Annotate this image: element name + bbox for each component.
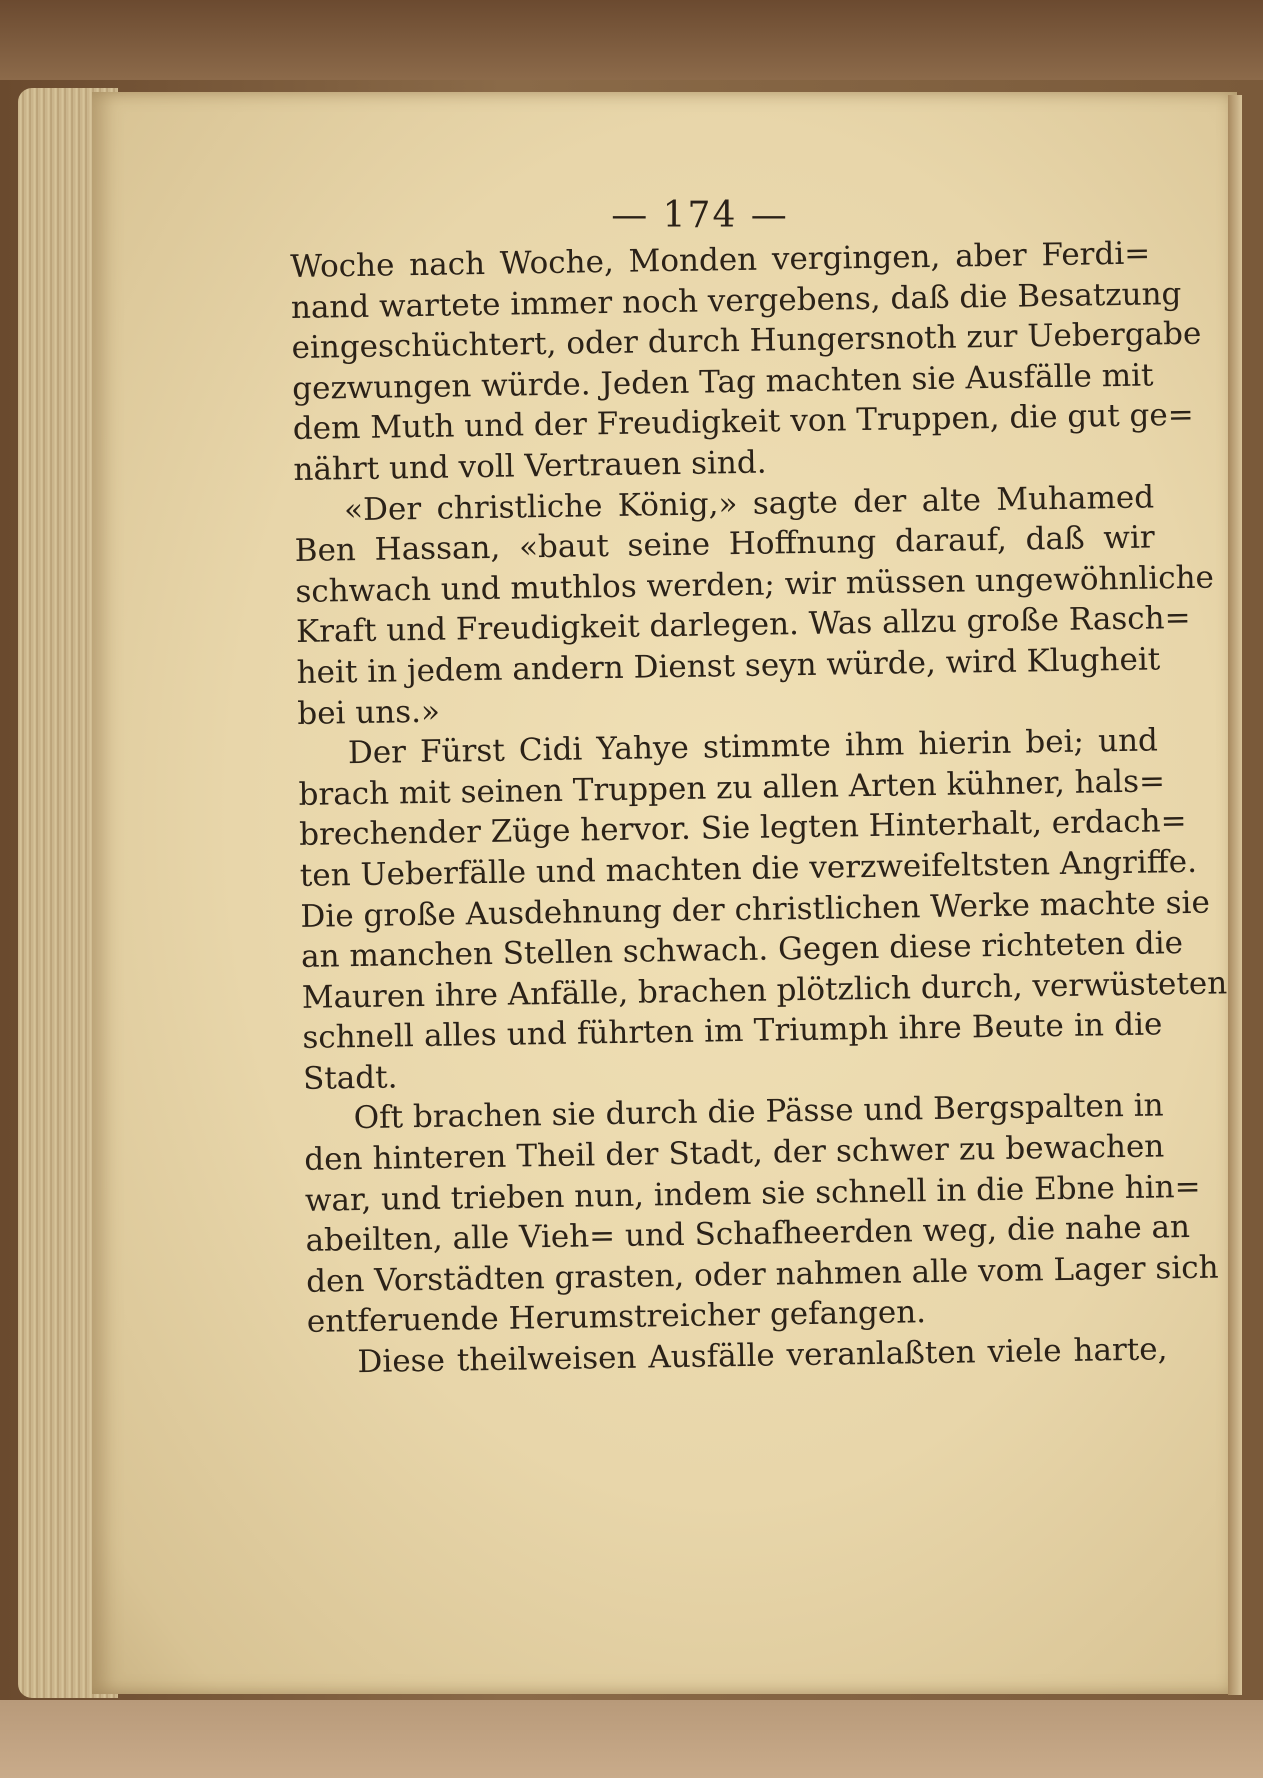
text-line: Oft brachen sie durch die Pässe und Bergspalten in [353,1087,1164,1137]
book-cover-top [0,0,1263,80]
book-cover-bottom [0,1700,1263,1778]
text-line: nand wartete immer noch vergebens, daß die Besatzung [290,275,1182,326]
text-line: ten Ueberfälle und machten die verzweifeltsten Angriffe. [299,843,1198,894]
text-line: Die große Ausdehnung der christlichen Werke machte sie [300,884,1211,935]
text-line: brechender Züge hervor. Sie legten Hinterhalt, erdach= [298,803,1187,854]
text-line: Woche nach Woche, Monden vergingen, aber Ferdi= [290,235,1151,285]
text-line: Diese theilweisen Ausfälle veranlaßten viele harte, [357,1331,1168,1381]
text-line: Ben Hassan, «baut seine Hoffnung darauf, daß wir [294,519,1155,570]
text-line: Mauren ihre Anfälle, brachen plötzlich durch, verwüsteten [301,965,1228,1016]
text-line: schwach und muthlos werden; wir müssen ungewöhnliche [295,559,1215,610]
text-line: heit in jedem andern Dienst seyn würde, wird Klugheit [296,641,1161,691]
text-line: «Der christliche König,» sagte der alte Muhamed [343,479,1155,528]
text-line: Der Fürst Cidi Yahye stimmte ihm hierin bei; und [347,722,1159,772]
text-line: Kraft und Freudigkeit darlegen. Was allzu große Rasch= [295,600,1191,651]
text-line: entferuende Herumstreicher gefangen. [306,1294,927,1341]
text-line: dem Muth und der Freudigkeit von Truppen, die gut ge= [292,397,1194,448]
text-line: nährt und voll Vertrauen sind. [293,444,767,488]
text-line: eingeschüchtert, oder durch Hungersnoth zur Uebergabe [291,315,1202,367]
text-line: gezwungen würde. Jeden Tag machten sie Ausfälle mit [291,357,1154,407]
text-line: war, und trieben nun, indem sie schnell in die Ebne hin= [304,1168,1201,1219]
text-line: an manchen Stellen schwach. Gegen diese richteten die [300,925,1184,976]
text-line: abeilten, alle Vieh= und Schafheerden weg, die nahe an [305,1209,1191,1260]
text-line: den hinteren Theil der Stadt, der schwer zu bewachen [304,1128,1165,1178]
page-gutter-edge [1228,95,1242,1695]
page-number: — 174 — [611,195,789,236]
text-line: Stadt. [302,1059,398,1097]
body-text [290,233,1228,1383]
text-line: bei uns.» [297,693,441,732]
text-line: schnell alles und führten im Triumph ihre Beute in die [302,1006,1163,1057]
text-line: brach mit seinen Truppen zu allen Arten kühner, hals= [298,763,1166,813]
text-line: den Vorstädten grasten, oder nahmen alle vom Lager sich [305,1249,1219,1300]
